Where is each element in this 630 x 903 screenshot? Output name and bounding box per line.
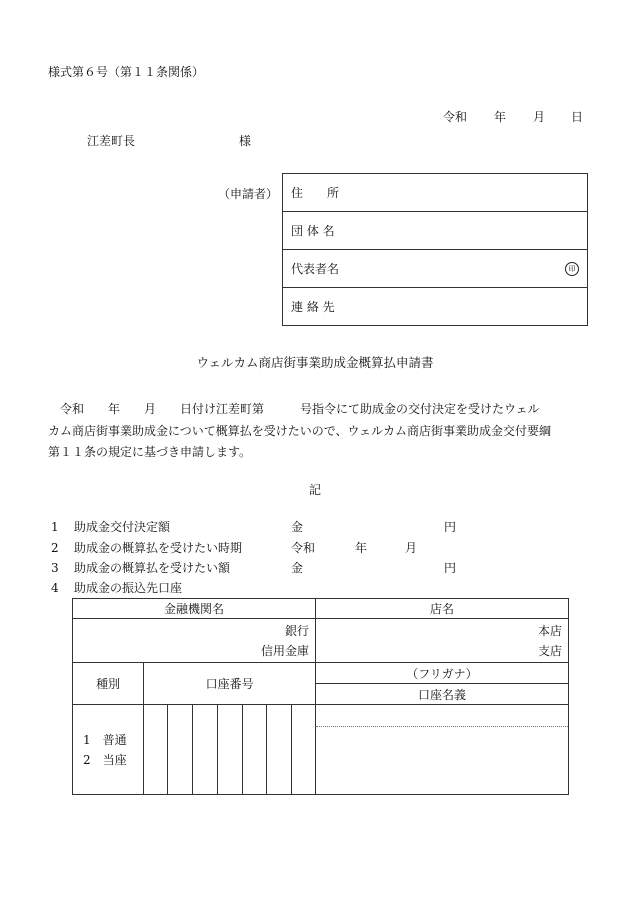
date-month: 月 <box>533 110 546 124</box>
account-digit-6[interactable] <box>266 705 291 795</box>
applicant-row-contact[interactable] <box>283 288 588 326</box>
item-1-unit: 円 <box>444 520 457 534</box>
account-digit-2[interactable] <box>168 705 193 795</box>
applicant-row-representative[interactable] <box>283 250 588 288</box>
date-day: 日 <box>571 110 584 124</box>
bank-name-cell[interactable] <box>73 619 316 663</box>
form-number: 様式第６号（第１１条関係） <box>48 65 205 79</box>
branch-name-header: 店名 <box>315 599 568 619</box>
item-2-label: 助成金の概算払を受けたい時期 <box>74 541 243 555</box>
item-3-unit: 円 <box>444 561 457 575</box>
holder-furigana-line[interactable] <box>316 705 568 727</box>
kind-ordinary: 1 普通 <box>83 732 127 747</box>
applicant-row-organization[interactable] <box>283 212 588 250</box>
date-year: 年 <box>494 110 507 124</box>
applicant-label: （申請者） <box>218 187 279 201</box>
body-line-2: カム商店街事業助成金について概算払を受けたいので、ウェルカム商店街事業助成金交付要綱 <box>48 424 552 438</box>
date-era: 令和 <box>443 110 468 124</box>
address-label: 住 所 <box>291 186 340 200</box>
branch-type-branch: 支店 <box>537 643 562 658</box>
account-number-header: 口座番号 <box>144 663 316 705</box>
item-4-num: 4 <box>51 581 59 595</box>
branch-type-main: 本店 <box>537 623 562 638</box>
item-3-prefix: 金 <box>291 561 304 575</box>
applicant-table <box>282 173 588 326</box>
item-2-num: 2 <box>51 541 59 555</box>
organization-label: 団 体 名 <box>291 224 335 238</box>
kind-current: 2 当座 <box>83 752 127 767</box>
document-title: ウェルカム商店街事業助成金概算払申請書 <box>196 355 434 370</box>
body-line-3: 第１１条の規定に基づき申請します。 <box>48 445 252 459</box>
furigana-header: （フリガナ） <box>315 663 568 684</box>
item-1-label: 助成金交付決定額 <box>74 520 171 534</box>
representative-label: 代表者名 <box>291 262 340 276</box>
branch-name-cell[interactable] <box>315 619 568 663</box>
body-line-1: 令和 年 月 日付け江差町第 号指令にて助成金の交付決定を受けたウェル <box>60 402 540 416</box>
bank-type-bank: 銀行 <box>284 623 309 638</box>
item-1-prefix: 金 <box>291 520 304 534</box>
applicant-row-address[interactable] <box>283 174 588 212</box>
account-digit-7[interactable] <box>291 705 315 795</box>
item-2-year: 年 <box>355 541 368 555</box>
account-digit-5[interactable] <box>242 705 266 795</box>
item-1-num: 1 <box>51 520 59 534</box>
account-holder-header: 口座名義 <box>315 684 568 705</box>
bank-account-table <box>72 598 569 795</box>
bank-name-header: 金融機関名 <box>73 599 316 619</box>
account-digit-4[interactable] <box>217 705 242 795</box>
bank-type-credit-union: 信用金庫 <box>260 643 309 658</box>
item-2-month: 月 <box>405 541 418 555</box>
account-holder-cell[interactable] <box>315 705 568 795</box>
ki-heading: 記 <box>308 483 321 497</box>
seal-mark-icon: 印 <box>565 262 579 276</box>
account-digit-1[interactable] <box>144 705 168 795</box>
account-kind-cell[interactable] <box>73 705 144 795</box>
contact-label: 連 絡 先 <box>291 300 335 314</box>
item-3-num: 3 <box>51 561 59 575</box>
item-4-label: 助成金の振込先口座 <box>74 581 183 595</box>
item-2-era: 令和 <box>291 541 316 555</box>
account-kind-header: 種別 <box>73 663 144 705</box>
addressee-name: 江差町長 <box>87 134 136 148</box>
item-3-label: 助成金の概算払を受けたい額 <box>74 561 231 575</box>
account-digit-3[interactable] <box>193 705 217 795</box>
addressee-honorific: 様 <box>239 134 252 148</box>
